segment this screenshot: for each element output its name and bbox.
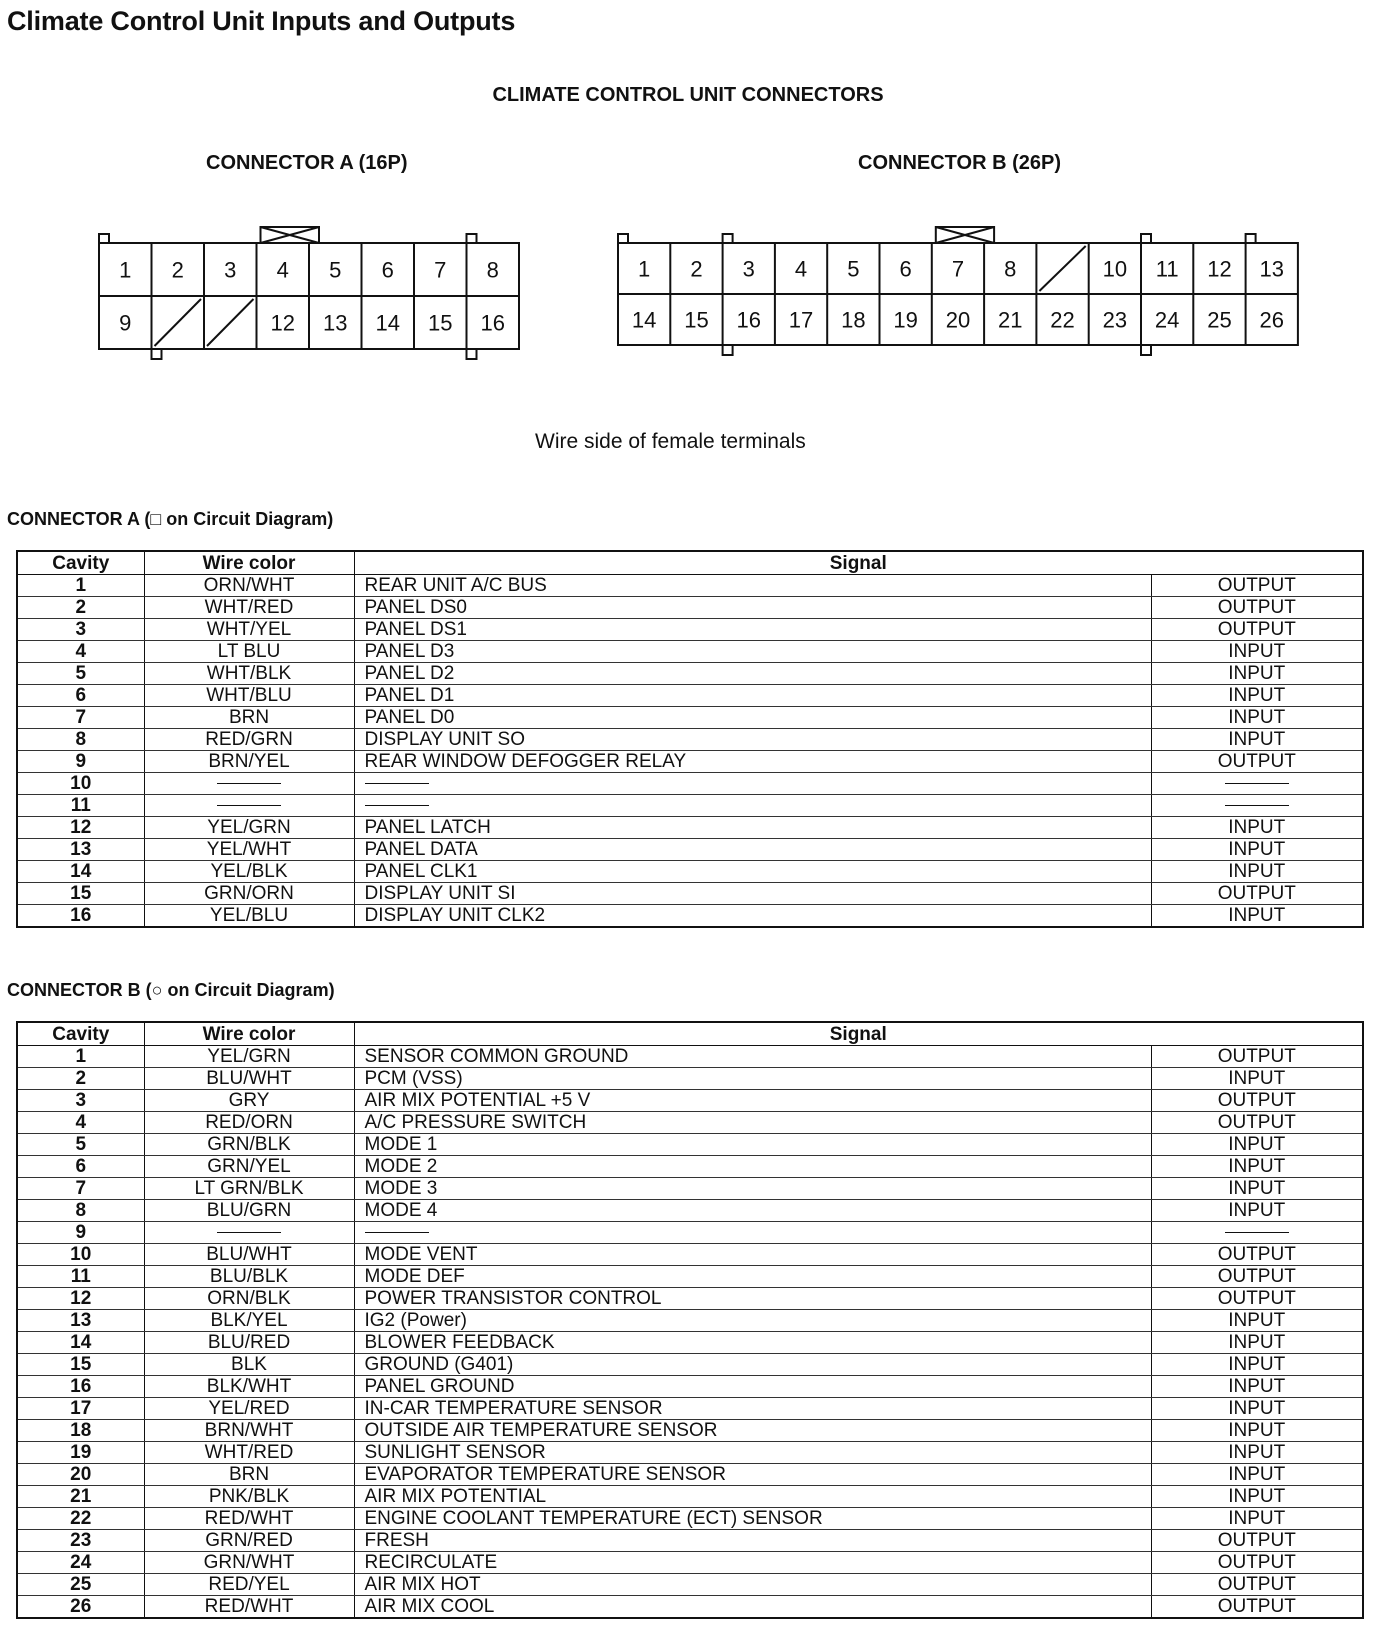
connector-a-pin-number: 5 (329, 257, 342, 283)
connector-b-pin-number: 15 (684, 307, 709, 333)
wire-color-cell (144, 1222, 354, 1244)
table-row (17, 1486, 1363, 1508)
wire-color-cell: RED/ORN (144, 1112, 354, 1134)
connector-b-pin-number: 8 (1004, 256, 1017, 282)
wire-color-cell: YEL/GRN (144, 1046, 354, 1068)
direction-cell: INPUT (1151, 1486, 1363, 1508)
signal-cell: ENGINE COOLANT TEMPERATURE (ECT) SENSOR (354, 1508, 1151, 1530)
signal-cell (354, 1222, 1151, 1244)
connector-b-pin-number: 2 (690, 256, 703, 282)
connector-b-label: CONNECTOR B (26P) (858, 152, 1061, 174)
connector-b-pin-number: 21 (998, 307, 1023, 333)
connector-b-pin-number: 7 (951, 256, 965, 282)
cavity-cell: 7 (17, 707, 144, 729)
table-row (17, 1596, 1363, 1619)
direction-cell: INPUT (1151, 685, 1363, 707)
wire-color-cell: BLU/BLK (144, 1266, 354, 1288)
table-row (17, 1046, 1363, 1068)
connector-a-tab (467, 234, 477, 243)
wire-color-cell: BRN (144, 707, 354, 729)
connector-a-pin-number: 14 (375, 310, 400, 336)
unused-dash (1225, 1232, 1289, 1233)
unused-dash (1225, 805, 1289, 806)
cavity-cell: 12 (17, 817, 144, 839)
direction-cell: OUTPUT (1151, 1112, 1363, 1134)
signal-cell: PANEL LATCH (354, 817, 1151, 839)
table-row (17, 1090, 1363, 1112)
table-row (17, 1508, 1363, 1530)
connectors-heading: CLIMATE CONTROL UNIT CONNECTORS (492, 84, 884, 106)
wire-color-cell: GRN/WHT (144, 1552, 354, 1574)
wire-color-cell: RED/WHT (144, 1508, 354, 1530)
cavity-cell: 5 (17, 663, 144, 685)
direction-cell: INPUT (1151, 1442, 1363, 1464)
direction-cell: INPUT (1151, 1068, 1363, 1090)
connector-a-unused-slash (207, 299, 254, 346)
table-row (17, 1178, 1363, 1200)
wire-color-cell: ORN/WHT (144, 575, 354, 597)
cavity-cell: 13 (17, 839, 144, 861)
wire-color-cell: GRN/ORN (144, 883, 354, 905)
connector-a-table (16, 550, 1364, 928)
direction-cell: INPUT (1151, 641, 1363, 663)
cavity-cell: 1 (17, 575, 144, 597)
direction-cell (1151, 795, 1363, 817)
wire-color-cell: YEL/GRN (144, 817, 354, 839)
table-row (17, 905, 1363, 928)
table-row (17, 1420, 1363, 1442)
signal-cell: OUTSIDE AIR TEMPERATURE SENSOR (354, 1420, 1151, 1442)
cavity-cell: 14 (17, 861, 144, 883)
signal-cell: DISPLAY UNIT CLK2 (354, 905, 1151, 928)
direction-cell (1151, 1222, 1363, 1244)
cavity-cell: 6 (17, 1156, 144, 1178)
wire-color-cell: WHT/BLU (144, 685, 354, 707)
header-signal: Signal (354, 1022, 1363, 1046)
signal-cell: GROUND (G401) (354, 1354, 1151, 1376)
direction-cell: OUTPUT (1151, 1266, 1363, 1288)
direction-cell: INPUT (1151, 1178, 1363, 1200)
direction-cell: OUTPUT (1151, 751, 1363, 773)
table-row (17, 1464, 1363, 1486)
connector-b-pin-number: 1 (638, 256, 651, 282)
table-row (17, 1222, 1363, 1244)
unused-dash (365, 783, 429, 784)
wire-color-cell: WHT/BLK (144, 663, 354, 685)
wire-color-cell (144, 773, 354, 795)
connector-b-tab (723, 234, 733, 243)
direction-cell: OUTPUT (1151, 597, 1363, 619)
signal-cell: MODE VENT (354, 1244, 1151, 1266)
wire-color-cell: BRN/YEL (144, 751, 354, 773)
connector-b-tab (1246, 234, 1256, 243)
connector-b-pin-number: 4 (794, 256, 808, 282)
table-header-row (17, 551, 1363, 575)
table-row (17, 575, 1363, 597)
connector-diagram (0, 0, 1376, 400)
direction-cell: OUTPUT (1151, 1596, 1363, 1619)
signal-cell: AIR MIX COOL (354, 1596, 1151, 1619)
cavity-cell: 4 (17, 641, 144, 663)
signal-cell (354, 795, 1151, 817)
header-wire-color: Wire color (144, 551, 354, 575)
signal-cell: BLOWER FEEDBACK (354, 1332, 1151, 1354)
cavity-cell: 8 (17, 729, 144, 751)
signal-cell: PANEL D0 (354, 707, 1151, 729)
signal-cell: DISPLAY UNIT SO (354, 729, 1151, 751)
unused-dash (217, 1232, 281, 1233)
connector-a-tab (467, 349, 477, 359)
connector-b-unused-slash (1039, 246, 1085, 291)
wire-color-cell (144, 795, 354, 817)
connector-a-pin-number: 8 (486, 257, 499, 283)
signal-cell: EVAPORATOR TEMPERATURE SENSOR (354, 1464, 1151, 1486)
cavity-cell: 21 (17, 1486, 144, 1508)
cavity-cell: 11 (17, 1266, 144, 1288)
signal-cell: PANEL DATA (354, 839, 1151, 861)
signal-cell: SENSOR COMMON GROUND (354, 1046, 1151, 1068)
table-row (17, 751, 1363, 773)
wire-color-cell: RED/GRN (144, 729, 354, 751)
signal-cell: MODE DEF (354, 1266, 1151, 1288)
signal-cell: PANEL D1 (354, 685, 1151, 707)
signal-cell: MODE 3 (354, 1178, 1151, 1200)
signal-cell: AIR MIX POTENTIAL (354, 1486, 1151, 1508)
table-row (17, 839, 1363, 861)
connector-b-table-label: CONNECTOR B (○ on Circuit Diagram) (7, 980, 335, 1000)
direction-cell: OUTPUT (1151, 1288, 1363, 1310)
table-row (17, 883, 1363, 905)
table-row (17, 1068, 1363, 1090)
direction-cell: INPUT (1151, 817, 1363, 839)
connector-a-pin-number: 6 (381, 257, 394, 283)
signal-cell: IN-CAR TEMPERATURE SENSOR (354, 1398, 1151, 1420)
connector-a-pin-number: 2 (171, 257, 184, 283)
direction-cell: OUTPUT (1151, 1530, 1363, 1552)
connector-b-pin-number: 11 (1155, 256, 1179, 282)
table-row (17, 1310, 1363, 1332)
cavity-cell: 14 (17, 1332, 144, 1354)
cavity-cell: 25 (17, 1574, 144, 1596)
connector-b-tab (1141, 345, 1151, 355)
direction-cell: INPUT (1151, 1310, 1363, 1332)
connector-b-pin-number: 6 (899, 256, 912, 282)
direction-cell: OUTPUT (1151, 1244, 1363, 1266)
connector-a-table-label: CONNECTOR A (□ on Circuit Diagram) (7, 509, 334, 529)
direction-cell: INPUT (1151, 1464, 1363, 1486)
table-row (17, 641, 1363, 663)
direction-cell: INPUT (1151, 1508, 1363, 1530)
unused-dash (217, 805, 281, 806)
direction-cell: INPUT (1151, 861, 1363, 883)
connector-b-pin-number: 10 (1102, 256, 1128, 282)
connector-a-pin-number: 15 (428, 310, 453, 336)
circle-symbol-icon: ○ (151, 980, 163, 1000)
connector-b-pin-number: 12 (1207, 256, 1232, 282)
direction-cell: OUTPUT (1151, 619, 1363, 641)
wire-color-cell: YEL/RED (144, 1398, 354, 1420)
table-row (17, 729, 1363, 751)
table-row (17, 619, 1363, 641)
table-row (17, 817, 1363, 839)
unused-dash (365, 1232, 429, 1233)
cavity-cell: 22 (17, 1508, 144, 1530)
table-row (17, 1530, 1363, 1552)
diagram-caption: Wire side of female terminals (535, 430, 806, 453)
signal-cell: AIR MIX HOT (354, 1574, 1151, 1596)
cavity-cell: 12 (17, 1288, 144, 1310)
cavity-cell: 15 (17, 1354, 144, 1376)
page-title: Climate Control Unit Inputs and Outputs (7, 6, 516, 36)
table-row (17, 1200, 1363, 1222)
signal-cell: PANEL CLK1 (354, 861, 1151, 883)
cavity-cell: 10 (17, 773, 144, 795)
wire-color-cell: BLK/YEL (144, 1310, 354, 1332)
signal-cell: REAR UNIT A/C BUS (354, 575, 1151, 597)
connector-a-pin-number: 4 (276, 257, 289, 283)
direction-cell: OUTPUT (1151, 1574, 1363, 1596)
signal-cell: FRESH (354, 1530, 1151, 1552)
connector-b-pin-number: 25 (1207, 307, 1232, 333)
signal-cell: IG2 (Power) (354, 1310, 1151, 1332)
signal-cell: POWER TRANSISTOR CONTROL (354, 1288, 1151, 1310)
wire-color-cell: YEL/BLK (144, 861, 354, 883)
connector-b-pin-number: 3 (742, 256, 755, 282)
cavity-cell: 9 (17, 1222, 144, 1244)
unused-dash (365, 805, 429, 806)
direction-cell: OUTPUT (1151, 883, 1363, 905)
wire-color-cell: LT GRN/BLK (144, 1178, 354, 1200)
cavity-cell: 16 (17, 1376, 144, 1398)
direction-cell: INPUT (1151, 1332, 1363, 1354)
signal-cell: REAR WINDOW DEFOGGER RELAY (354, 751, 1151, 773)
direction-cell: INPUT (1151, 839, 1363, 861)
direction-cell: INPUT (1151, 1134, 1363, 1156)
connector-a-pin-number: 3 (224, 257, 237, 283)
signal-cell: DISPLAY UNIT SI (354, 883, 1151, 905)
direction-cell: INPUT (1151, 1398, 1363, 1420)
wire-color-cell: BRN (144, 1464, 354, 1486)
connector-b-pin-number: 22 (1050, 307, 1075, 333)
cavity-cell: 17 (17, 1398, 144, 1420)
connector-a-tab (99, 234, 109, 243)
table-row (17, 1266, 1363, 1288)
wire-color-cell: BRN/WHT (144, 1420, 354, 1442)
wire-color-cell: BLU/WHT (144, 1244, 354, 1266)
wire-color-cell: WHT/RED (144, 597, 354, 619)
wire-color-cell: GRN/RED (144, 1530, 354, 1552)
signal-cell: MODE 2 (354, 1156, 1151, 1178)
wire-color-cell: WHT/RED (144, 1442, 354, 1464)
table-row (17, 1398, 1363, 1420)
cavity-cell: 19 (17, 1442, 144, 1464)
square-symbol-icon: □ (150, 509, 162, 529)
table-row (17, 1332, 1363, 1354)
signal-cell: RECIRCULATE (354, 1552, 1151, 1574)
cavity-cell: 3 (17, 1090, 144, 1112)
connector-b-pin-number: 23 (1102, 307, 1128, 333)
table-row (17, 1574, 1363, 1596)
signal-cell: MODE 4 (354, 1200, 1151, 1222)
table-row (17, 1244, 1363, 1266)
direction-cell: INPUT (1151, 905, 1363, 928)
unused-dash (1225, 783, 1289, 784)
cavity-cell: 2 (17, 597, 144, 619)
wire-color-cell: YEL/WHT (144, 839, 354, 861)
cavity-cell: 10 (17, 1244, 144, 1266)
cavity-cell: 18 (17, 1420, 144, 1442)
cavity-cell: 24 (17, 1552, 144, 1574)
wire-color-cell: BLK (144, 1354, 354, 1376)
direction-cell: INPUT (1151, 1376, 1363, 1398)
wire-color-cell: BLK/WHT (144, 1376, 354, 1398)
wire-color-cell: LT BLU (144, 641, 354, 663)
connector-b-pin-number: 14 (631, 307, 657, 333)
wire-color-cell: GRY (144, 1090, 354, 1112)
table-row (17, 1354, 1363, 1376)
wire-color-cell: YEL/BLU (144, 905, 354, 928)
connector-b-tab (723, 345, 733, 355)
direction-cell: INPUT (1151, 1420, 1363, 1442)
header-signal: Signal (354, 551, 1363, 575)
direction-cell: INPUT (1151, 707, 1363, 729)
connector-b-pin-number: 13 (1259, 256, 1284, 282)
wire-color-cell: BLU/WHT (144, 1068, 354, 1090)
wire-color-cell: RED/WHT (144, 1596, 354, 1619)
header-cavity: Cavity (17, 551, 144, 575)
wire-color-cell: BLU/RED (144, 1332, 354, 1354)
connector-a-label: CONNECTOR A (16P) (206, 152, 408, 174)
direction-cell: INPUT (1151, 1156, 1363, 1178)
signal-cell: PANEL D2 (354, 663, 1151, 685)
connector-b-pin-number: 19 (893, 307, 918, 333)
table-row (17, 773, 1363, 795)
table-row (17, 1376, 1363, 1398)
connector-a-pin-number: 9 (119, 310, 132, 336)
table-row (17, 1442, 1363, 1464)
table-row (17, 685, 1363, 707)
signal-cell: MODE 1 (354, 1134, 1151, 1156)
cavity-cell: 7 (17, 1178, 144, 1200)
direction-cell: OUTPUT (1151, 575, 1363, 597)
header-cavity: Cavity (17, 1022, 144, 1046)
table-row (17, 1112, 1363, 1134)
cavity-cell: 3 (17, 619, 144, 641)
cavity-cell: 23 (17, 1530, 144, 1552)
connector-a-pin-number: 7 (434, 257, 447, 283)
table-header-row (17, 1022, 1363, 1046)
cavity-cell: 26 (17, 1596, 144, 1619)
wire-color-cell: GRN/YEL (144, 1156, 354, 1178)
connector-b-pin-number: 24 (1154, 307, 1180, 333)
signal-cell: PANEL DS1 (354, 619, 1151, 641)
cavity-cell: 13 (17, 1310, 144, 1332)
wire-color-cell: RED/YEL (144, 1574, 354, 1596)
cavity-cell: 11 (17, 795, 144, 817)
signal-cell: PANEL DS0 (354, 597, 1151, 619)
direction-cell: INPUT (1151, 1354, 1363, 1376)
wire-color-cell: PNK/BLK (144, 1486, 354, 1508)
connector-b-tab (618, 234, 628, 243)
table-row (17, 1156, 1363, 1178)
direction-cell: OUTPUT (1151, 1046, 1363, 1068)
cavity-cell: 16 (17, 905, 144, 928)
connector-b-table (16, 1021, 1364, 1619)
direction-cell: OUTPUT (1151, 1090, 1363, 1112)
direction-cell: INPUT (1151, 663, 1363, 685)
signal-cell (354, 773, 1151, 795)
wire-color-cell: WHT/YEL (144, 619, 354, 641)
table-row (17, 1288, 1363, 1310)
cavity-cell: 5 (17, 1134, 144, 1156)
signal-cell: PCM (VSS) (354, 1068, 1151, 1090)
signal-cell: SUNLIGHT SENSOR (354, 1442, 1151, 1464)
connector-a-tab (152, 349, 162, 359)
direction-cell: INPUT (1151, 729, 1363, 751)
cavity-cell: 15 (17, 883, 144, 905)
cavity-cell: 4 (17, 1112, 144, 1134)
table-row (17, 597, 1363, 619)
unused-dash (217, 783, 281, 784)
signal-cell: PANEL D3 (354, 641, 1151, 663)
connector-a-pin-number: 12 (270, 310, 295, 336)
connector-a-unused-slash (155, 299, 202, 346)
cavity-cell: 1 (17, 1046, 144, 1068)
table-row (17, 795, 1363, 817)
cavity-cell: 2 (17, 1068, 144, 1090)
wire-color-cell: GRN/BLK (144, 1134, 354, 1156)
connector-a-pin-number: 13 (323, 310, 348, 336)
header-wire-color: Wire color (144, 1022, 354, 1046)
signal-cell: AIR MIX POTENTIAL +5 V (354, 1090, 1151, 1112)
connector-a-pin-number: 1 (119, 257, 132, 283)
connector-a-pin-number: 16 (480, 310, 505, 336)
table-row (17, 1552, 1363, 1574)
wire-color-cell: BLU/GRN (144, 1200, 354, 1222)
table-row (17, 861, 1363, 883)
signal-cell: A/C PRESSURE SWITCH (354, 1112, 1151, 1134)
cavity-cell: 8 (17, 1200, 144, 1222)
cavity-cell: 20 (17, 1464, 144, 1486)
connector-b-tab (1141, 234, 1151, 243)
direction-cell: OUTPUT (1151, 1552, 1363, 1574)
connector-b-pin-number: 20 (945, 307, 971, 333)
connector-b-pin-number: 18 (841, 307, 866, 333)
table-row (17, 663, 1363, 685)
table-row (17, 1134, 1363, 1156)
connector-b-pin-number: 17 (788, 307, 814, 333)
wire-color-cell: ORN/BLK (144, 1288, 354, 1310)
cavity-cell: 6 (17, 685, 144, 707)
signal-cell: PANEL GROUND (354, 1376, 1151, 1398)
table-row (17, 707, 1363, 729)
direction-cell (1151, 773, 1363, 795)
connector-b-pin-number: 26 (1259, 307, 1284, 333)
connector-b-pin-number: 5 (847, 256, 860, 282)
cavity-cell: 9 (17, 751, 144, 773)
direction-cell: INPUT (1151, 1200, 1363, 1222)
connector-b-pin-number: 16 (736, 307, 761, 333)
